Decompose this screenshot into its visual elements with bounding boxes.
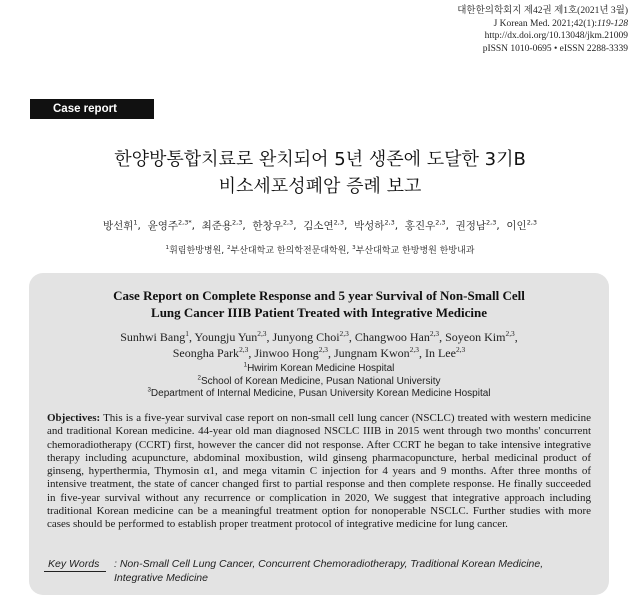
author-affiliation-mark: 2,3 — [409, 345, 419, 354]
author-affiliation-mark: 2,3 — [505, 329, 515, 338]
doi-link[interactable]: http://dx.doi.org/10.13048/jkm.21009 — [484, 31, 628, 41]
korean-affiliations — [0, 243, 640, 256]
affiliation-mark: 2 — [226, 245, 231, 251]
keywords-text: : Non-Small Cell Lung Cancer, Concurrent Chemoradiotherapy, Traditional Korean Medicine, Integrative Medicine — [114, 558, 544, 584]
abstract-body — [47, 412, 591, 532]
korean-title-line-1: 한양방통합치료로 완치되어 5년 생존에 도달한 3기B — [114, 149, 526, 170]
affiliation-mark: 2 — [197, 374, 201, 382]
english-title-line-1: Case Report on Complete Response and 5 year Survival of Non-Small Cell — [113, 288, 525, 303]
author-affiliation-mark: 2,3 — [239, 345, 249, 354]
author-name: 한창우 — [252, 220, 283, 232]
author-name: 박성하 — [354, 220, 385, 232]
english-title — [29, 287, 609, 321]
keywords-label: Key Words — [44, 557, 106, 572]
author-name: 방선휘 — [102, 220, 134, 232]
affiliation-text: 부산대학교 한방병원 한방내과 — [355, 246, 475, 256]
korean-citation: 대한한의학회지 제42권 제1호(2021년 3월) — [457, 6, 628, 16]
author-affiliation-mark: 2,3 — [232, 218, 243, 227]
author-name: Jungnam Kwon — [334, 346, 410, 360]
author-name: In Lee — [424, 346, 456, 360]
author-name: Youngju Yun — [194, 330, 258, 344]
author-affiliation-mark: 1 — [185, 329, 189, 338]
journal-citation-block — [457, 5, 628, 55]
author-name: Soyeon Kim — [445, 330, 506, 344]
abstract-label: Objectives: — [47, 412, 101, 424]
english-affiliations — [29, 363, 609, 401]
english-author-line-1: Sunhwi Bang$^1$, Youngju Yun$^{2,3}$, Junyong Choi$^{2,3}$, Changwoo Han$^{2,3}$, Soyeon Kim$^{2,3}$, — [120, 329, 518, 344]
author-name: Sunhwi Bang — [120, 330, 186, 344]
affiliation-mark: 1 — [165, 245, 170, 251]
author-affiliation-mark: 2,3 — [486, 218, 497, 227]
author-affiliation-mark: 2,3 — [384, 218, 395, 227]
author-affiliation-mark: 2,3 — [526, 218, 538, 227]
author-affiliation-mark: 2,3 — [318, 345, 328, 354]
author-affiliation-mark: 2,3 — [282, 218, 294, 227]
issn: pISSN 1010-0695 • eISSN 2288-3339 — [482, 43, 628, 54]
abstract-text: This is a five-year survival case report on non-small cell lung cancer (NSCLC) treated with western medicine and traditional Korean medicine. 44-year old man diagnosed NSCLC IIIB in 2015 went through two months' concurrent chemoradiotherapy (CCRT) first, however the cancer did not response. After CCRT he began to take intensive integrative therapy including acupuncture, abdominal moxibustion, wild ginseng pharmacopuncture, herbal medicinal product of ginseng, hyperthermia, Thymosin α1, and mega vitamin C injection for 4 years and 9 months. After three months of intensive treatment, the state of cancer changed first to partial response and then complete response. He finally succeeded in five-year survival without any recurrence or complication in 2020, We suggest that integrative approach including traditional Korean medicine can be a meaningful treatment option for nonoperable NSCLC. Further studies with more cases should be performed to establish proper treatment protocol of integrative medicine for lung cancer. — [47, 412, 591, 531]
author-name: 최준용 — [201, 220, 233, 232]
author-name: 이인 — [506, 220, 527, 232]
citation-pages: 119-128 — [597, 18, 628, 29]
author-name: 윤영주 — [147, 220, 178, 232]
english-title-line-2: Lung Cancer IIIB Patient Treated with Integrative Medicine — [151, 305, 487, 320]
affiliation-line — [29, 376, 609, 389]
english-abstract-box — [29, 273, 609, 595]
citation-prefix: J Korean Med. 2021;42(1): — [493, 18, 598, 29]
author-name: 권정남 — [455, 220, 487, 232]
author-affiliation-mark: 2,3 — [257, 329, 267, 338]
author-affiliation-mark: 2,3 — [435, 218, 446, 227]
affiliation-mark: 3 — [352, 245, 356, 251]
affiliation-text: 부산대학교 한의학전문대학원, — [230, 246, 353, 256]
english-author-line-2: Seongha Park$^{2,3}$, Jinwoo Hong$^{2,3}$, Jungnam Kwon$^{2,3}$, In Lee$^{2,3}$ — [172, 345, 466, 360]
affiliation-line — [29, 363, 609, 376]
author-affiliation-mark: 2,3 — [333, 218, 344, 227]
author-affiliation-mark: 2,3* — [178, 218, 192, 227]
affiliation-line — [29, 388, 609, 401]
author-affiliation-mark: 2,3 — [455, 345, 466, 354]
author-name: Changwoo Han — [354, 330, 430, 344]
affiliation-mark: 3 — [147, 386, 151, 394]
author-affiliation-mark: 1 — [133, 218, 138, 227]
korean-author-list: 방선휘$^1$, 윤영주$^{2,3*}$, 최준용$^{2,3}$, 한창우$^{2,3}$, 김소연$^{2,3}$, 박성하$^{2,3}$, 홍진우$^{2,3}$, 권정남$^{2,3}$, 이인$^{2,3}$ — [102, 218, 538, 232]
english-citation — [457, 18, 628, 31]
author-affiliation-mark: 2,3 — [339, 329, 349, 338]
author-name: Jinwoo Hong — [254, 346, 319, 360]
author-name: Junyong Choi — [272, 330, 340, 344]
korean-title-line-2: 비소세포성폐암 증례 보고 — [218, 176, 422, 197]
affiliation-text: School of Korean Medicine, Pusan National University — [200, 375, 441, 387]
author-name: Seongha Park — [172, 346, 240, 360]
author-name: 홍진우 — [404, 220, 436, 232]
korean-title — [0, 146, 640, 200]
affiliation-mark: 1 — [243, 361, 248, 369]
author-name: 김소연 — [303, 220, 334, 232]
article-type-badge: Case report — [30, 99, 154, 119]
affiliation-text: 휘림한방병원, — [169, 246, 227, 256]
affiliation-text: Department of Internal Medicine, Pusan University Korean Medicine Hospital — [150, 388, 491, 399]
affiliation-text: Hwirim Korean Medicine Hospital — [247, 363, 395, 374]
author-affiliation-mark: 2,3 — [429, 329, 440, 338]
english-author-list — [29, 329, 609, 361]
